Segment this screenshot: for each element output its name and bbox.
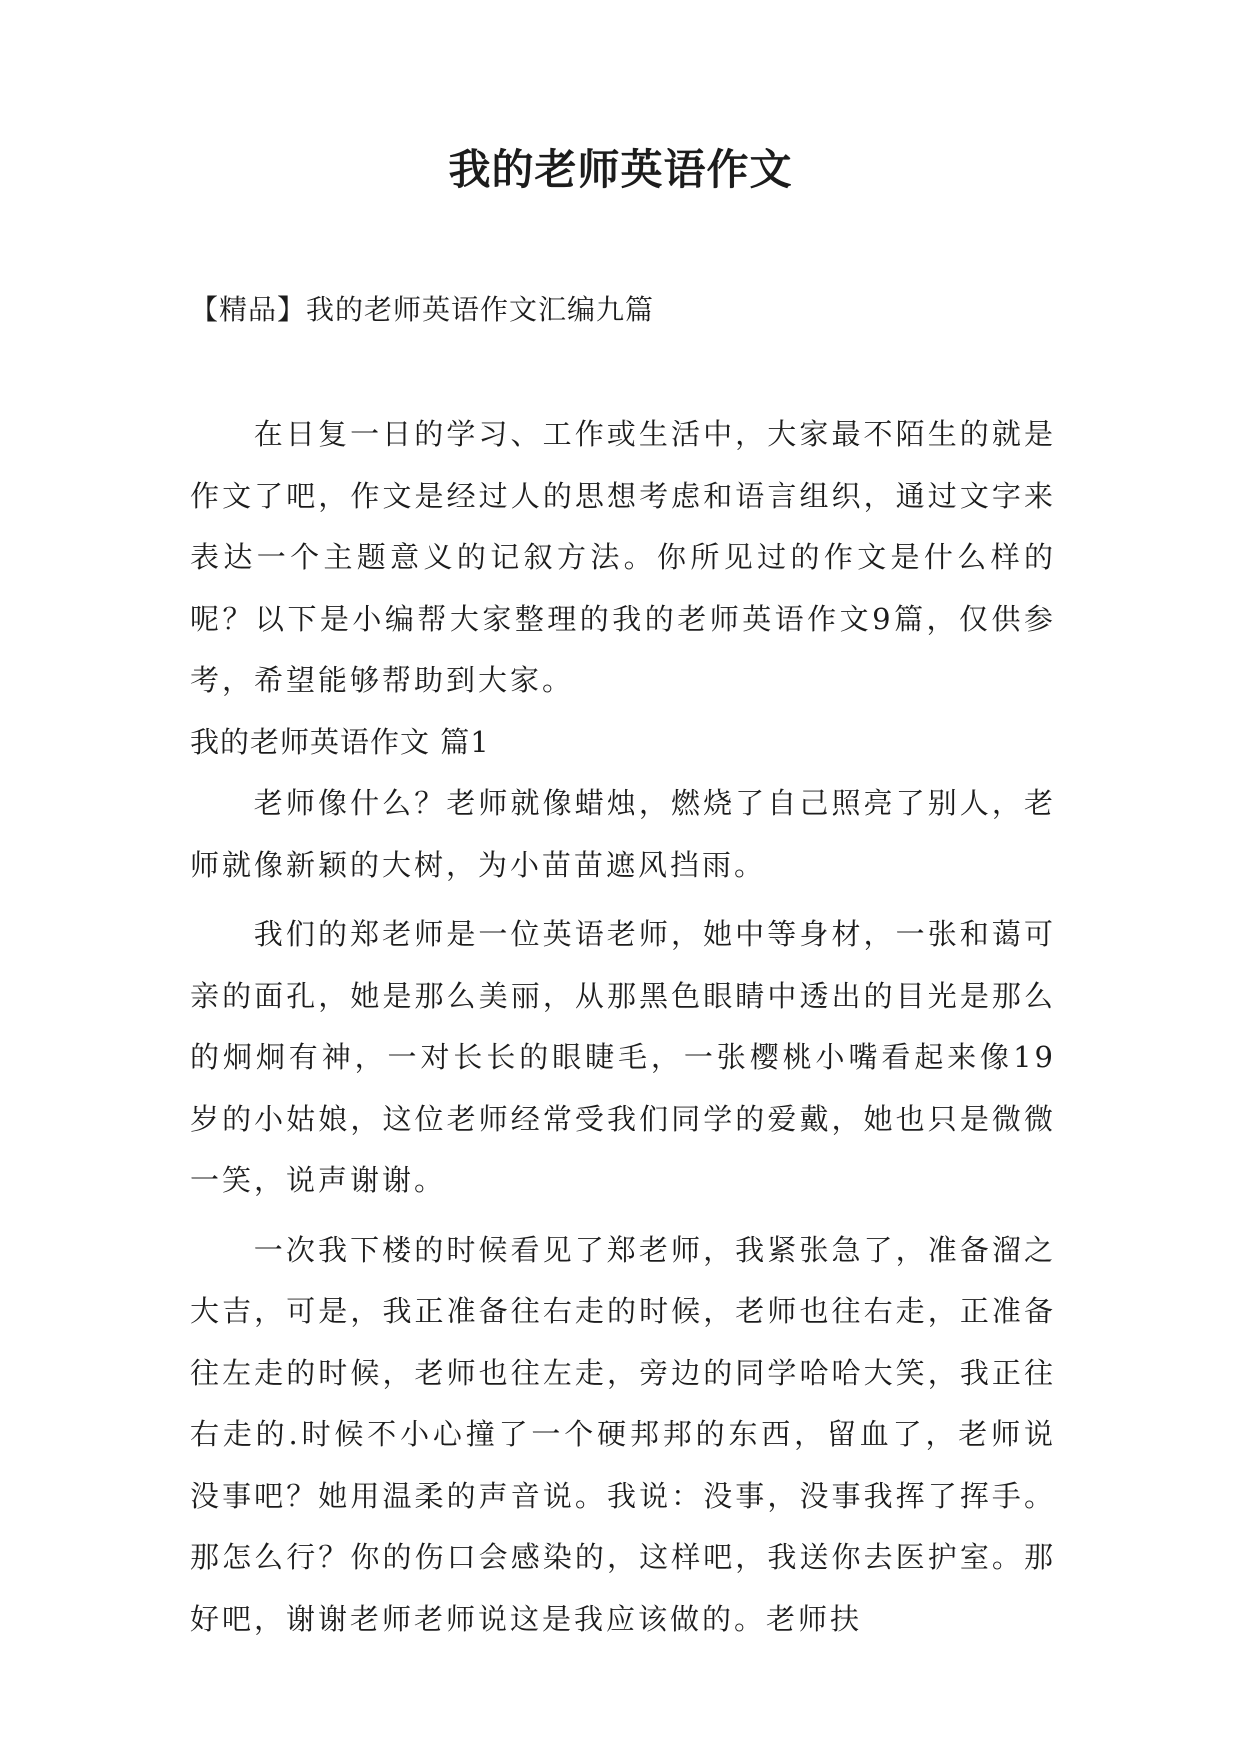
document-body bbox=[190, 404, 1056, 1650]
document-title: 我的老师英语作文 bbox=[448, 145, 793, 194]
section-heading: 我的老师英语作文 篇1 bbox=[190, 724, 490, 759]
document-subtitle: 【精品】我的老师英语作文汇编九篇 bbox=[190, 293, 655, 326]
body-paragraph: 一次我下楼的时候看见了郑老师，我紧张急了，准备溜之大吉，可是，我正准备往右走的时候，老师也往右走，正准备往左走的时候，老师也往左走，旁边的同学哈哈大笑，我正往右走的.时候不小心撞了一个硬邦邦的东西，留血了，老师说没事吧？她用温柔的声音说。我说：没事，没事我挥了挥手。那怎么行？你的伤口会感染的，这样吧，我送你去医护室。那好吧，谢谢老师老师说这是我应该做的。老师扶 bbox=[190, 1232, 1056, 1636]
body-paragraph: 老师像什么？老师就像蜡烛，燃烧了自己照亮了别人，老师就像新颖的大树，为小苗苗遮风挡雨。 bbox=[190, 786, 1056, 882]
intro-paragraph: 在日复一日的学习、工作或生活中，大家最不陌生的就是作文了吧，作文是经过人的思想考虑和语言组织，通过文字来表达一个主题意义的记叙方法。你所见过的作文是什么样的呢？以下是小编帮大家整理的我的老师英语作文9篇，仅供参考，希望能够帮助到大家。 bbox=[190, 417, 1056, 697]
body-paragraph: 我们的郑老师是一位英语老师，她中等身材，一张和蔼可亲的面孔，她是那么美丽，从那黑色眼睛中透出的目光是那么的炯炯有神，一对长长的眼睫毛，一张樱桃小嘴看起来像19岁的小姑娘，这位老师经常受我们同学的爱戴，她也只是微微一笑，说声谢谢。 bbox=[190, 917, 1056, 1197]
